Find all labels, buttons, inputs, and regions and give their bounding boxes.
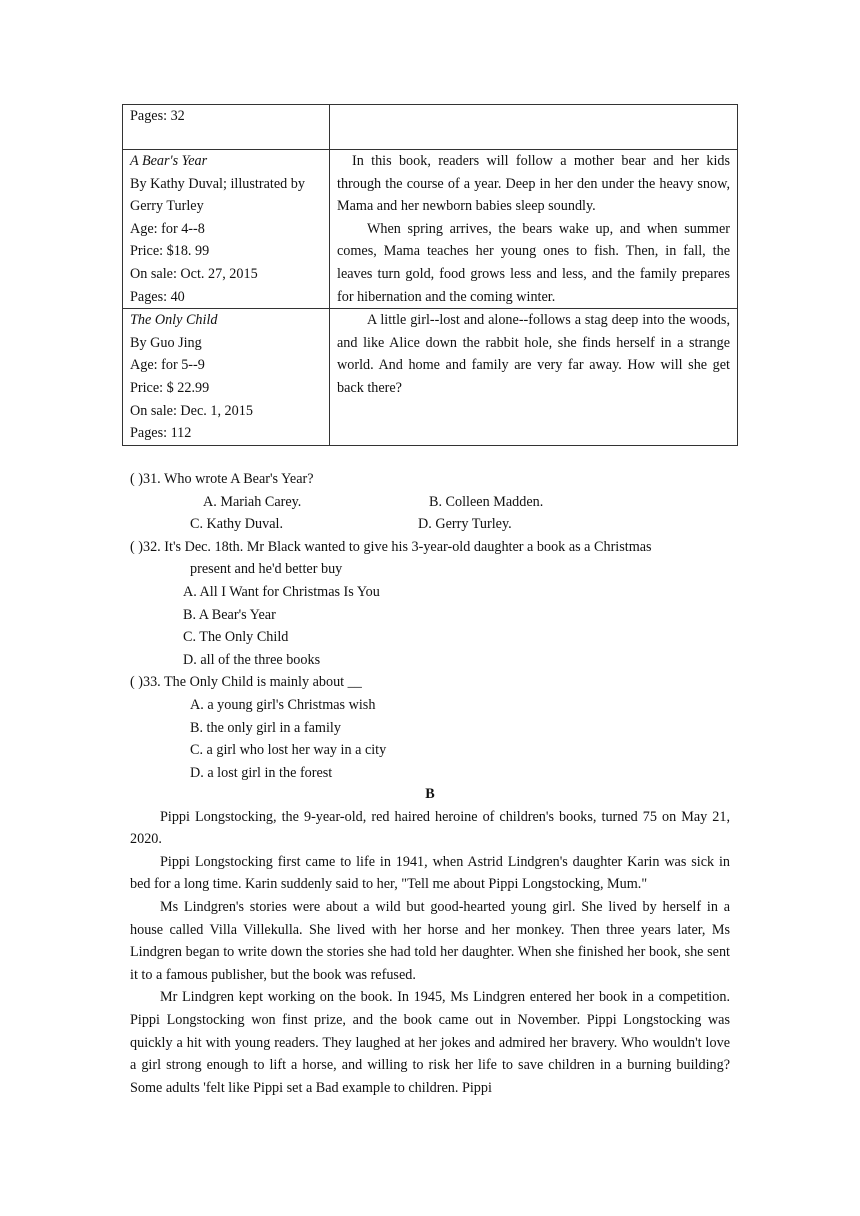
option-b: B. A Bear's Year xyxy=(183,606,276,623)
table-row xyxy=(123,309,738,446)
book-illustrator: Gerry Turley xyxy=(130,198,204,215)
description-paragraph: A little girl--lost and alone--follows a stag deep into the woods, and like Alice down the rabbit hole, she finds herself in a strange world. And home and family are very far away. How will she get back there? xyxy=(337,312,730,396)
question-32-stem: ( )32. It's Dec. 18th. Mr Black wanted to give his 3-year-old daughter a book as a Christmas xyxy=(130,538,652,555)
option-a: A. All I Want for Christmas Is You xyxy=(183,583,380,600)
option-d: D. Gerry Turley. xyxy=(418,516,512,533)
book-description-cell xyxy=(330,309,738,446)
section-title: B xyxy=(425,786,435,802)
book-info-cell xyxy=(123,150,330,309)
option-d: D. all of the three books xyxy=(183,651,321,668)
book-on-sale: On sale: Dec. 1, 2015 xyxy=(130,402,253,419)
description-paragraph: When spring arrives, the bears wake up, and when summer comes, Mama teaches her young ones to fish. Then, in fall, the leaves turn gold, food grows less and less, and the family prepares for hibernation and the coming winter. xyxy=(337,220,730,305)
paragraph: Mr Lindgren kept working on the book. In 1945, Ms Lindgren entered her book in a competition. Pippi Longstocking won finst prize, and the book came out in November. Pippi Longstocking was quickly a hit with young readers. They laughed at her jokes and admired her bravery. Who wouldn't love a girl strong enough to lift a horse, and willing to risk her life to save children in a burning building? Some adults 'felt like Pippi set a Bad example to children. Pippi xyxy=(130,989,730,1096)
book-author: By Guo Jing xyxy=(130,334,202,351)
book-pages: Pages: 40 xyxy=(130,288,185,305)
book-info-cell xyxy=(123,105,330,150)
table-row xyxy=(123,150,738,309)
book-price: Price: $ 22.99 xyxy=(130,379,210,396)
option-row xyxy=(130,513,730,536)
table-row xyxy=(123,105,738,150)
paragraph: Pippi Longstocking, the 9-year-old, red haired heroine of children's books, turned 75 on May 21, 2020. xyxy=(130,808,730,848)
option-c: C. a girl who lost her way in a city xyxy=(190,742,387,759)
description-paragraph: In this book, readers will follow a mother bear and her kids through the course of a year. Deep in her den under the heavy snow, Mama and her newborn babies sleep soundly. xyxy=(337,153,730,215)
option-a: A. Mariah Carey. xyxy=(203,493,302,510)
book-age: Age: for 5--9 xyxy=(130,357,205,374)
question-33-stem: ( )33. The Only Child is mainly about __ xyxy=(130,674,362,691)
option-b: B. Colleen Madden. xyxy=(429,493,544,510)
book-info-cell xyxy=(123,309,330,446)
book-age: Age: for 4--8 xyxy=(130,220,205,237)
book-description-cell xyxy=(330,105,738,150)
book-description-cell xyxy=(330,150,738,309)
paragraph: Ms Lindgren's stories were about a wild but good-hearted young girl. She lived by herself in a house called Villa Villekulla. She lived with her horse and her monkey. Then three years later, Ms Lindgren began to write down the stories she had told her daughter. When she finished her book, she sent it to a famous publisher, but the book was refused. xyxy=(130,898,730,983)
option-d: D. a lost girl in the forest xyxy=(190,764,333,781)
question-32-stem-continued: present and he'd better buy xyxy=(190,561,343,578)
reading-section-b xyxy=(130,783,730,1099)
option-b: B. the only girl in a family xyxy=(190,719,341,736)
option-c: C. The Only Child xyxy=(183,629,289,646)
option-row xyxy=(130,491,730,514)
option-a: A. a young girl's Christmas wish xyxy=(190,696,376,713)
pages-label: Pages: 32 xyxy=(130,108,185,124)
book-pages: Pages: 112 xyxy=(130,425,192,442)
book-title: The Only Child xyxy=(130,312,218,329)
book-author: By Kathy Duval; illustrated by xyxy=(130,175,305,192)
book-title: A Bear's Year xyxy=(130,153,208,169)
paragraph: Pippi Longstocking first came to life in 1941, when Astrid Lindgren's daughter Karin was sick in bed for a long time. Karin suddenly said to her, "Tell me about Pippi Longstocking, Mum." xyxy=(130,853,730,893)
question-31-stem: ( )31. Who wrote A Bear's Year? xyxy=(130,471,314,487)
book-on-sale: On sale: Oct. 27, 2015 xyxy=(130,265,258,282)
book-price: Price: $18. 99 xyxy=(130,243,210,260)
questions-section xyxy=(130,468,730,784)
book-table xyxy=(122,104,738,446)
option-c: C. Kathy Duval. xyxy=(190,516,283,533)
